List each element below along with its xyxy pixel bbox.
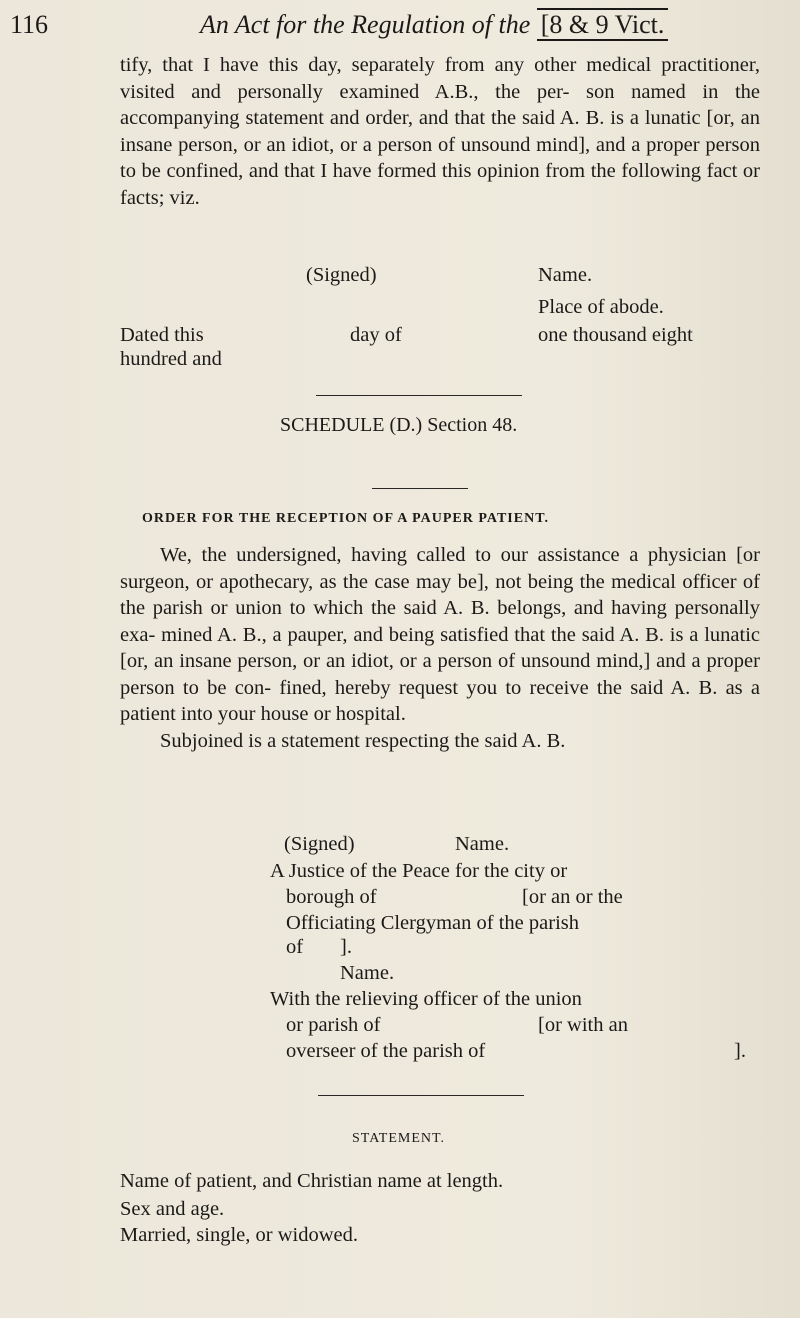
reliever-line-2a: or parish of: [286, 1014, 381, 1036]
cert-dated: Dated this: [120, 324, 204, 346]
running-head: [200, 10, 668, 40]
schedule-title: SCHEDULE (D.) Section 48.: [280, 414, 518, 436]
cert-thousand: one thousand eight: [538, 324, 693, 346]
subjoined-line: Subjoined is a statement respecting the said A. B.: [160, 729, 566, 752]
statement-item: Married, single, or widowed.: [120, 1224, 358, 1246]
order-heading: ORDER FOR THE RECEPTION OF A PAUPER PATIENT.: [142, 511, 549, 526]
justice-line-3: Officiating Clergyman of the parish: [286, 912, 580, 934]
divider-rule: [318, 1095, 524, 1096]
order-paragraph: We, the undersigned, having called to our assistance a physician [or surgeon, or apothecary, as the case may be], not being the medical officer of the parish or union to which the said A. B. belongs, and having personally exa- mined A. B., a pauper, and being satisfied that the said A. B. is a lunatic [or, an insane person, or an idiot, or a person of unsound mind,] and a proper person to be con- fined, hereby request you to receive the said A. B. as a patient into your house or hospital. Subjoined is a statement respecting the said A. B.: [120, 542, 760, 754]
continuation-paragraph: tify, that I have this day, separately from any other medical practitioner, visited and personally examined A.B., the per- son named in the accompanying statement and order, and that the said A. B. is a lunatic [or, an insane person, or an idiot, or a person of unsound mind], and a proper person to be confined, and that I have formed this opinion from the following fact or facts; viz.: [120, 54, 760, 209]
justice-line-4b: ].: [340, 936, 352, 958]
justice-line-2a: borough of: [286, 886, 377, 908]
cert-signed: (Signed): [306, 264, 377, 286]
order-signed: (Signed): [284, 833, 355, 855]
reliever-line-1: With the relieving officer of the union: [270, 988, 582, 1010]
divider-rule: [372, 488, 468, 489]
justice-line-4a: of: [286, 936, 304, 958]
statement-item: Name of patient, and Christian name at length.: [120, 1170, 504, 1192]
divider-rule: [316, 395, 522, 396]
cert-name: Name.: [538, 264, 593, 286]
cert-hundred: hundred and: [120, 348, 222, 370]
statement-heading: STATEMENT.: [352, 1131, 446, 1146]
cert-day-of: day of: [350, 324, 402, 346]
cert-abode: Place of abode.: [538, 296, 664, 318]
page-header: [0, 6, 800, 40]
order-name-2: Name.: [340, 962, 395, 984]
page-number: 116: [10, 10, 49, 39]
reliever-line-3a: overseer of the parish of: [286, 1040, 486, 1062]
statement-item: Sex and age.: [120, 1198, 225, 1220]
reliever-line-2b: [or with an: [538, 1014, 628, 1036]
justice-line-1: A Justice of the Peace for the city or: [270, 860, 568, 882]
reliever-line-3b: ].: [734, 1040, 746, 1062]
order-name-1: Name.: [455, 833, 510, 855]
running-head-reference: [8 & 9 Vict.: [537, 8, 669, 41]
running-head-title: An Act for the Regulation of the: [200, 10, 531, 39]
justice-line-2b: [or an or the: [522, 886, 623, 908]
